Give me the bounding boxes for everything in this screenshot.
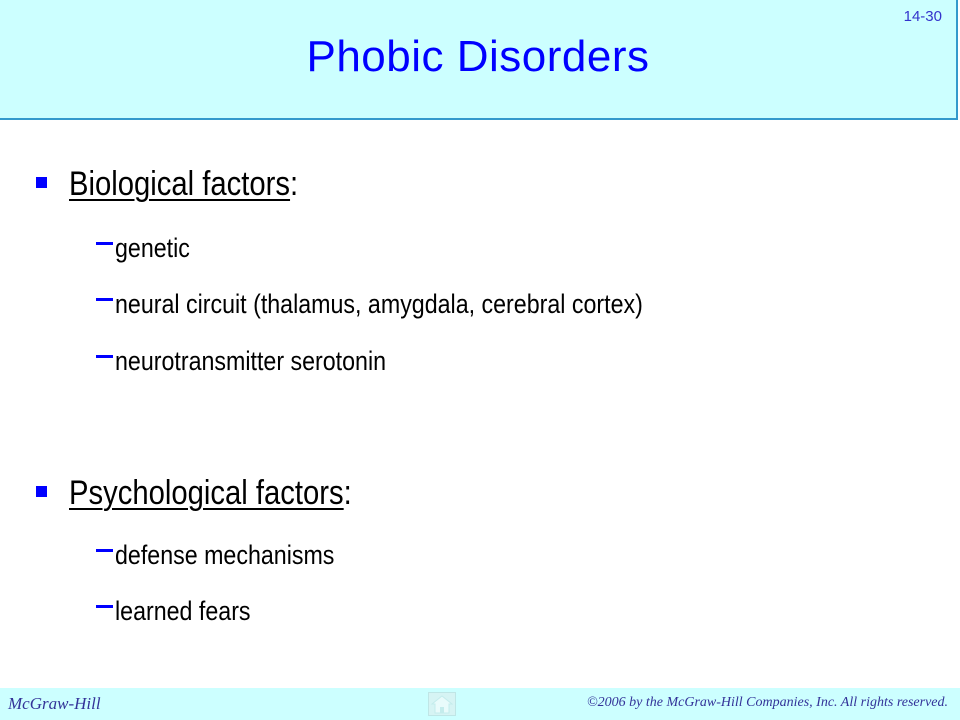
sub-item-text: neural circuit (thalamus, amygdala, cerebral cortex) bbox=[115, 288, 643, 319]
sub-item-neurotransmitter bbox=[96, 343, 430, 379]
dash-bullet-icon bbox=[96, 355, 113, 358]
bullet-heading-colon: : bbox=[343, 473, 352, 512]
square-bullet-icon bbox=[36, 486, 47, 497]
bullet-heading-text: Psychological factors bbox=[69, 473, 344, 512]
home-icon-graphic bbox=[429, 693, 455, 715]
footer-copyright: ©2006 by the McGraw-Hill Companies, Inc. All rights reserved. bbox=[587, 695, 948, 710]
sub-item-text: learned fears bbox=[115, 595, 251, 626]
bullet-heading bbox=[69, 165, 298, 204]
sub-item-neural-circuit bbox=[96, 286, 729, 322]
bullet-heading-colon: : bbox=[290, 164, 299, 203]
bullet-biological-factors bbox=[36, 162, 335, 206]
sub-item-text: neurotransmitter serotonin bbox=[115, 345, 387, 376]
footer-bar bbox=[0, 688, 960, 720]
home-icon[interactable] bbox=[428, 692, 456, 716]
bullet-psychological-factors bbox=[36, 471, 398, 515]
sub-item-genetic bbox=[96, 230, 202, 266]
bullet-heading bbox=[69, 474, 352, 513]
dash-bullet-icon bbox=[96, 298, 113, 301]
footer-publisher: McGraw-Hill bbox=[8, 694, 101, 713]
square-bullet-icon bbox=[36, 177, 47, 188]
dash-bullet-icon bbox=[96, 549, 113, 552]
sub-item-text: defense mechanisms bbox=[115, 539, 335, 570]
sub-item-defense-mechanisms bbox=[96, 537, 370, 573]
slide-title: Phobic Disorders bbox=[306, 32, 650, 81]
dash-bullet-icon bbox=[96, 242, 113, 245]
bullet-heading-text: Biological factors bbox=[69, 164, 291, 203]
slide-number: 14-30 bbox=[903, 8, 942, 25]
sub-item-text: genetic bbox=[115, 232, 190, 263]
dash-bullet-icon bbox=[96, 605, 113, 608]
sub-item-learned-fears bbox=[96, 593, 273, 629]
